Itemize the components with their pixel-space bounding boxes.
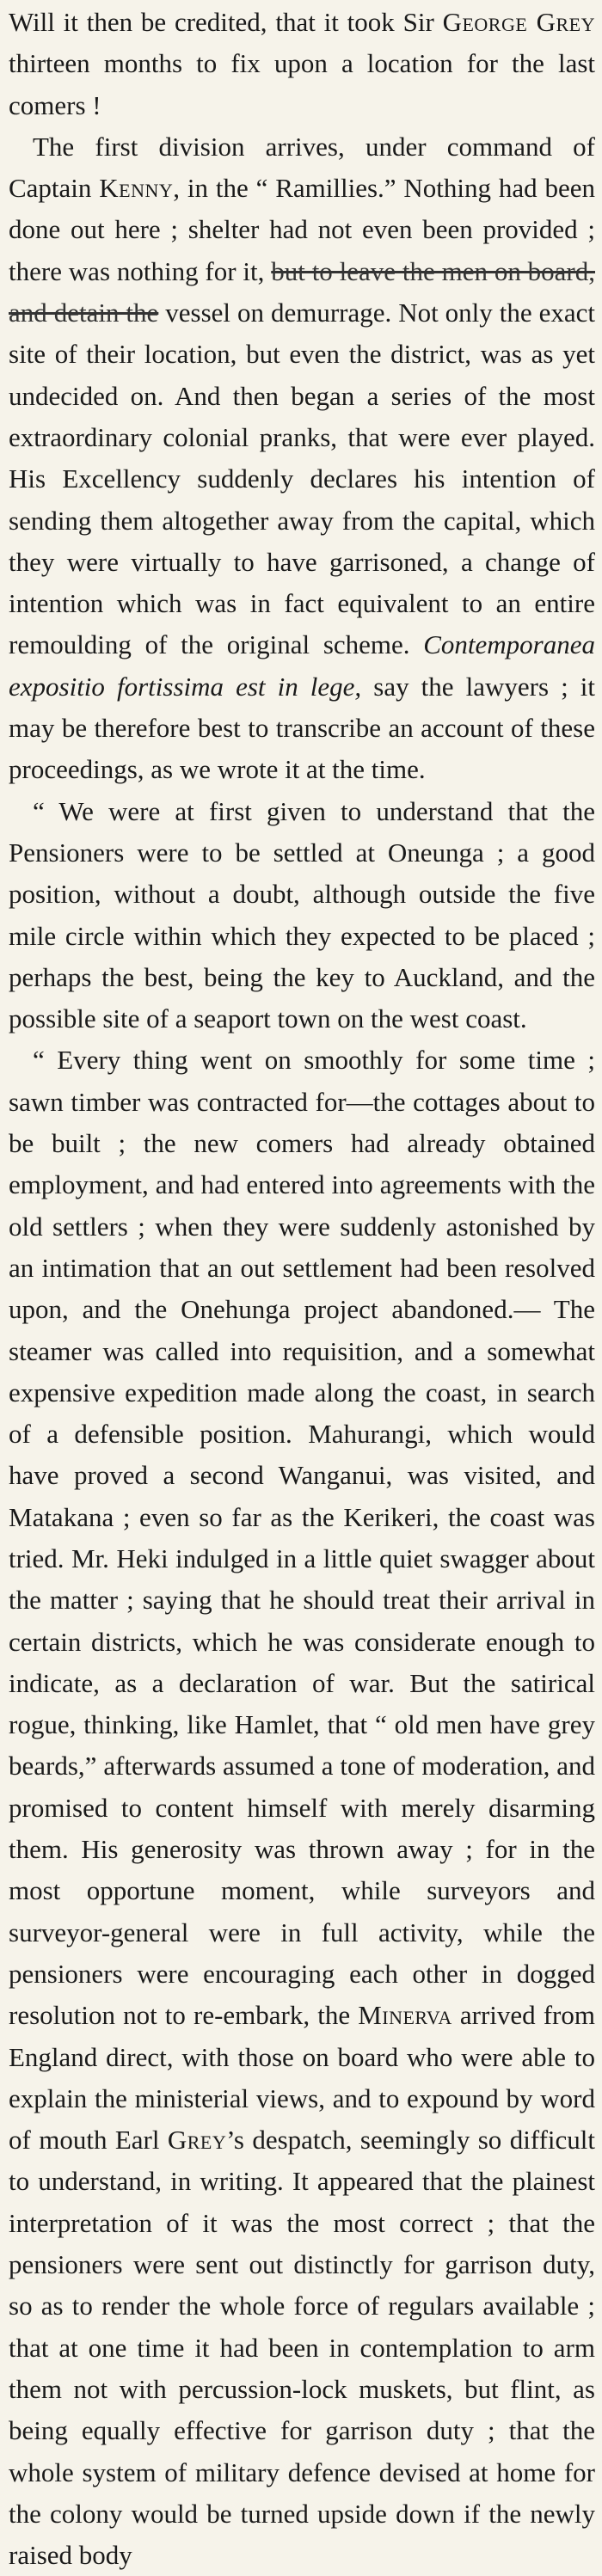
- name-kenny: Kenny: [99, 173, 174, 204]
- name-george-grey: George Grey: [442, 7, 595, 37]
- paragraph-1: [9, 2, 595, 126]
- paragraph-4: [9, 1040, 595, 2576]
- latin-maxim: Contemporanea expositio fortissima est in lege,: [9, 629, 595, 702]
- p2-text-d: say the lawyers ; it may be therefore best to transcribe an account of these proceedings, as we wrote it at the time.: [9, 671, 595, 785]
- p2-text-c: vessel on demurrage. Not only the exact site of their location, but even the district, was as yet undecided on. And then began a series of the most extraordinary colonial pranks, that were ever played. His Excellency suddenly declares his intention of sending them altogether away from the capital, which they were virtually to have garrisoned, a change of intention which was in fact equivalent to an entire remoulding of the original scheme.: [9, 297, 595, 660]
- name-grey: Grey: [167, 2125, 227, 2156]
- p2-text-a: The first division arrives, under command of Captain: [9, 131, 595, 204]
- p2-text-b: , in the “ Ramillies.” Nothing had been done out here ; shelter had not even been provided ; there was nothing for it,: [9, 173, 596, 286]
- p4-text-a: “ Every thing went on smoothly for some time ; sawn timber was contracted for—the cottages about to be built ; the new comers had already obtained employment, and had entered into agreements with the old settlers ; when they were suddenly astonished by an intimation that an out settlement had been resolved upon, and the Onehunga project abandoned.— The steamer was called into requisition, and a somewhat expensive expedition made along the coast, in search of a defensible position. Mahurangi, which would have proved a second Wanganui, was visited, and Matakana ; even so far as the Kerikeri, the coast was tried. Mr. Heki indulged in a little quiet swagger about the matter ; saying that he should treat their arrival in certain districts, which he was considerate enough to indicate, as a declaration of war. But the satirical rogue, thinking, like Hamlet, that “ old men have grey beards,” afterwards assumed a tone of moderation, and promised to content himself with merely disarming them. His generosity was thrown away ; for in the most opportune moment, while surveyors and surveyor-general were in full activity, while the pensioners were encouraging each other in dogged resolution not to re-embark, the: [9, 1045, 595, 2031]
- struck-through-text: but to leave the men on board, and detain the: [9, 255, 595, 328]
- paragraph-3: “ We were at first given to understand that the Pensioners were to be settled at Oneunga ; a good position, without a doubt, although outside the five mile circle within which they expected to be placed ; perhaps the best, being the key to Auckland, and the possible site of a seaport town on the west coast.: [9, 795, 595, 1034]
- p4-text-c: ’s despatch, seemingly so difficult to understand, in writing. It appeared that the plainest interpretation of it was the most correct ; that the pensioners were sent out distinctly for garrison duty, so as to render the whole force of regulars available ; that at one time it had been in contemplation to arm them not with percussion-lock muskets, but flint, as being equally effective for garrison duty ; that the whole system of military defence devised at home for the colony would be turned upside down if the newly raised body: [9, 2125, 595, 2571]
- paragraph-2: [9, 126, 595, 791]
- p1-text-b: thirteen months to fix upon a location for the last comers !: [9, 48, 595, 120]
- ship-name-minerva: Minerva: [358, 2000, 452, 2031]
- p4-text-b: arrived from England direct, with those on board who were able to explain the ministerial views, and to expound by word of mouth Earl: [9, 2000, 595, 2156]
- p1-text-a: Will it then be credited, that it took Sir: [9, 7, 443, 37]
- article-column: [9, 2, 595, 2576]
